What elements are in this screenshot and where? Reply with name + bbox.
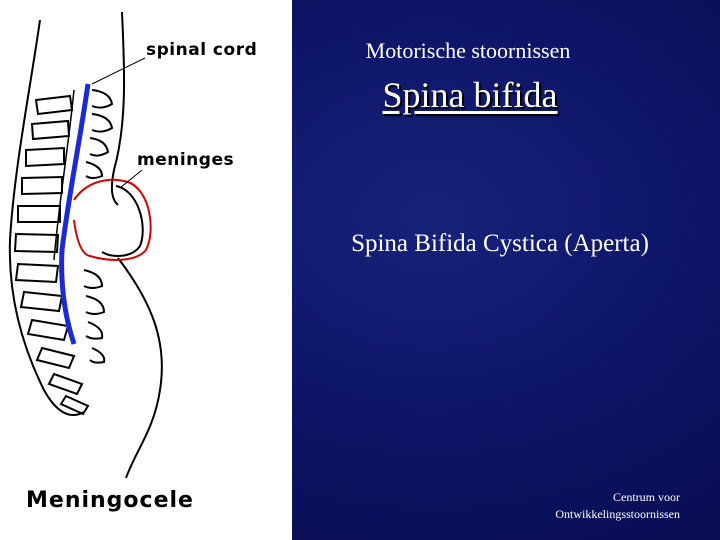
figure-title: Meningocele [26, 488, 194, 513]
meningocele-illustration [0, 0, 292, 540]
footer-credit [480, 489, 680, 523]
slide-subtitle: Motorische stoornissen [365, 38, 571, 63]
meninges-label: meninges [137, 150, 235, 170]
spine-diagram [0, 0, 292, 540]
spinal-cord-label: spinal cord [146, 40, 258, 60]
slide-heading: Spina Bifida Cystica (Aperta) [351, 230, 649, 257]
footer-line-2: Ontwikkelingsstoornissen [555, 507, 680, 521]
footer-line-1: Centrum voor [613, 490, 680, 504]
slide-title: Spina bifida [382, 75, 558, 115]
